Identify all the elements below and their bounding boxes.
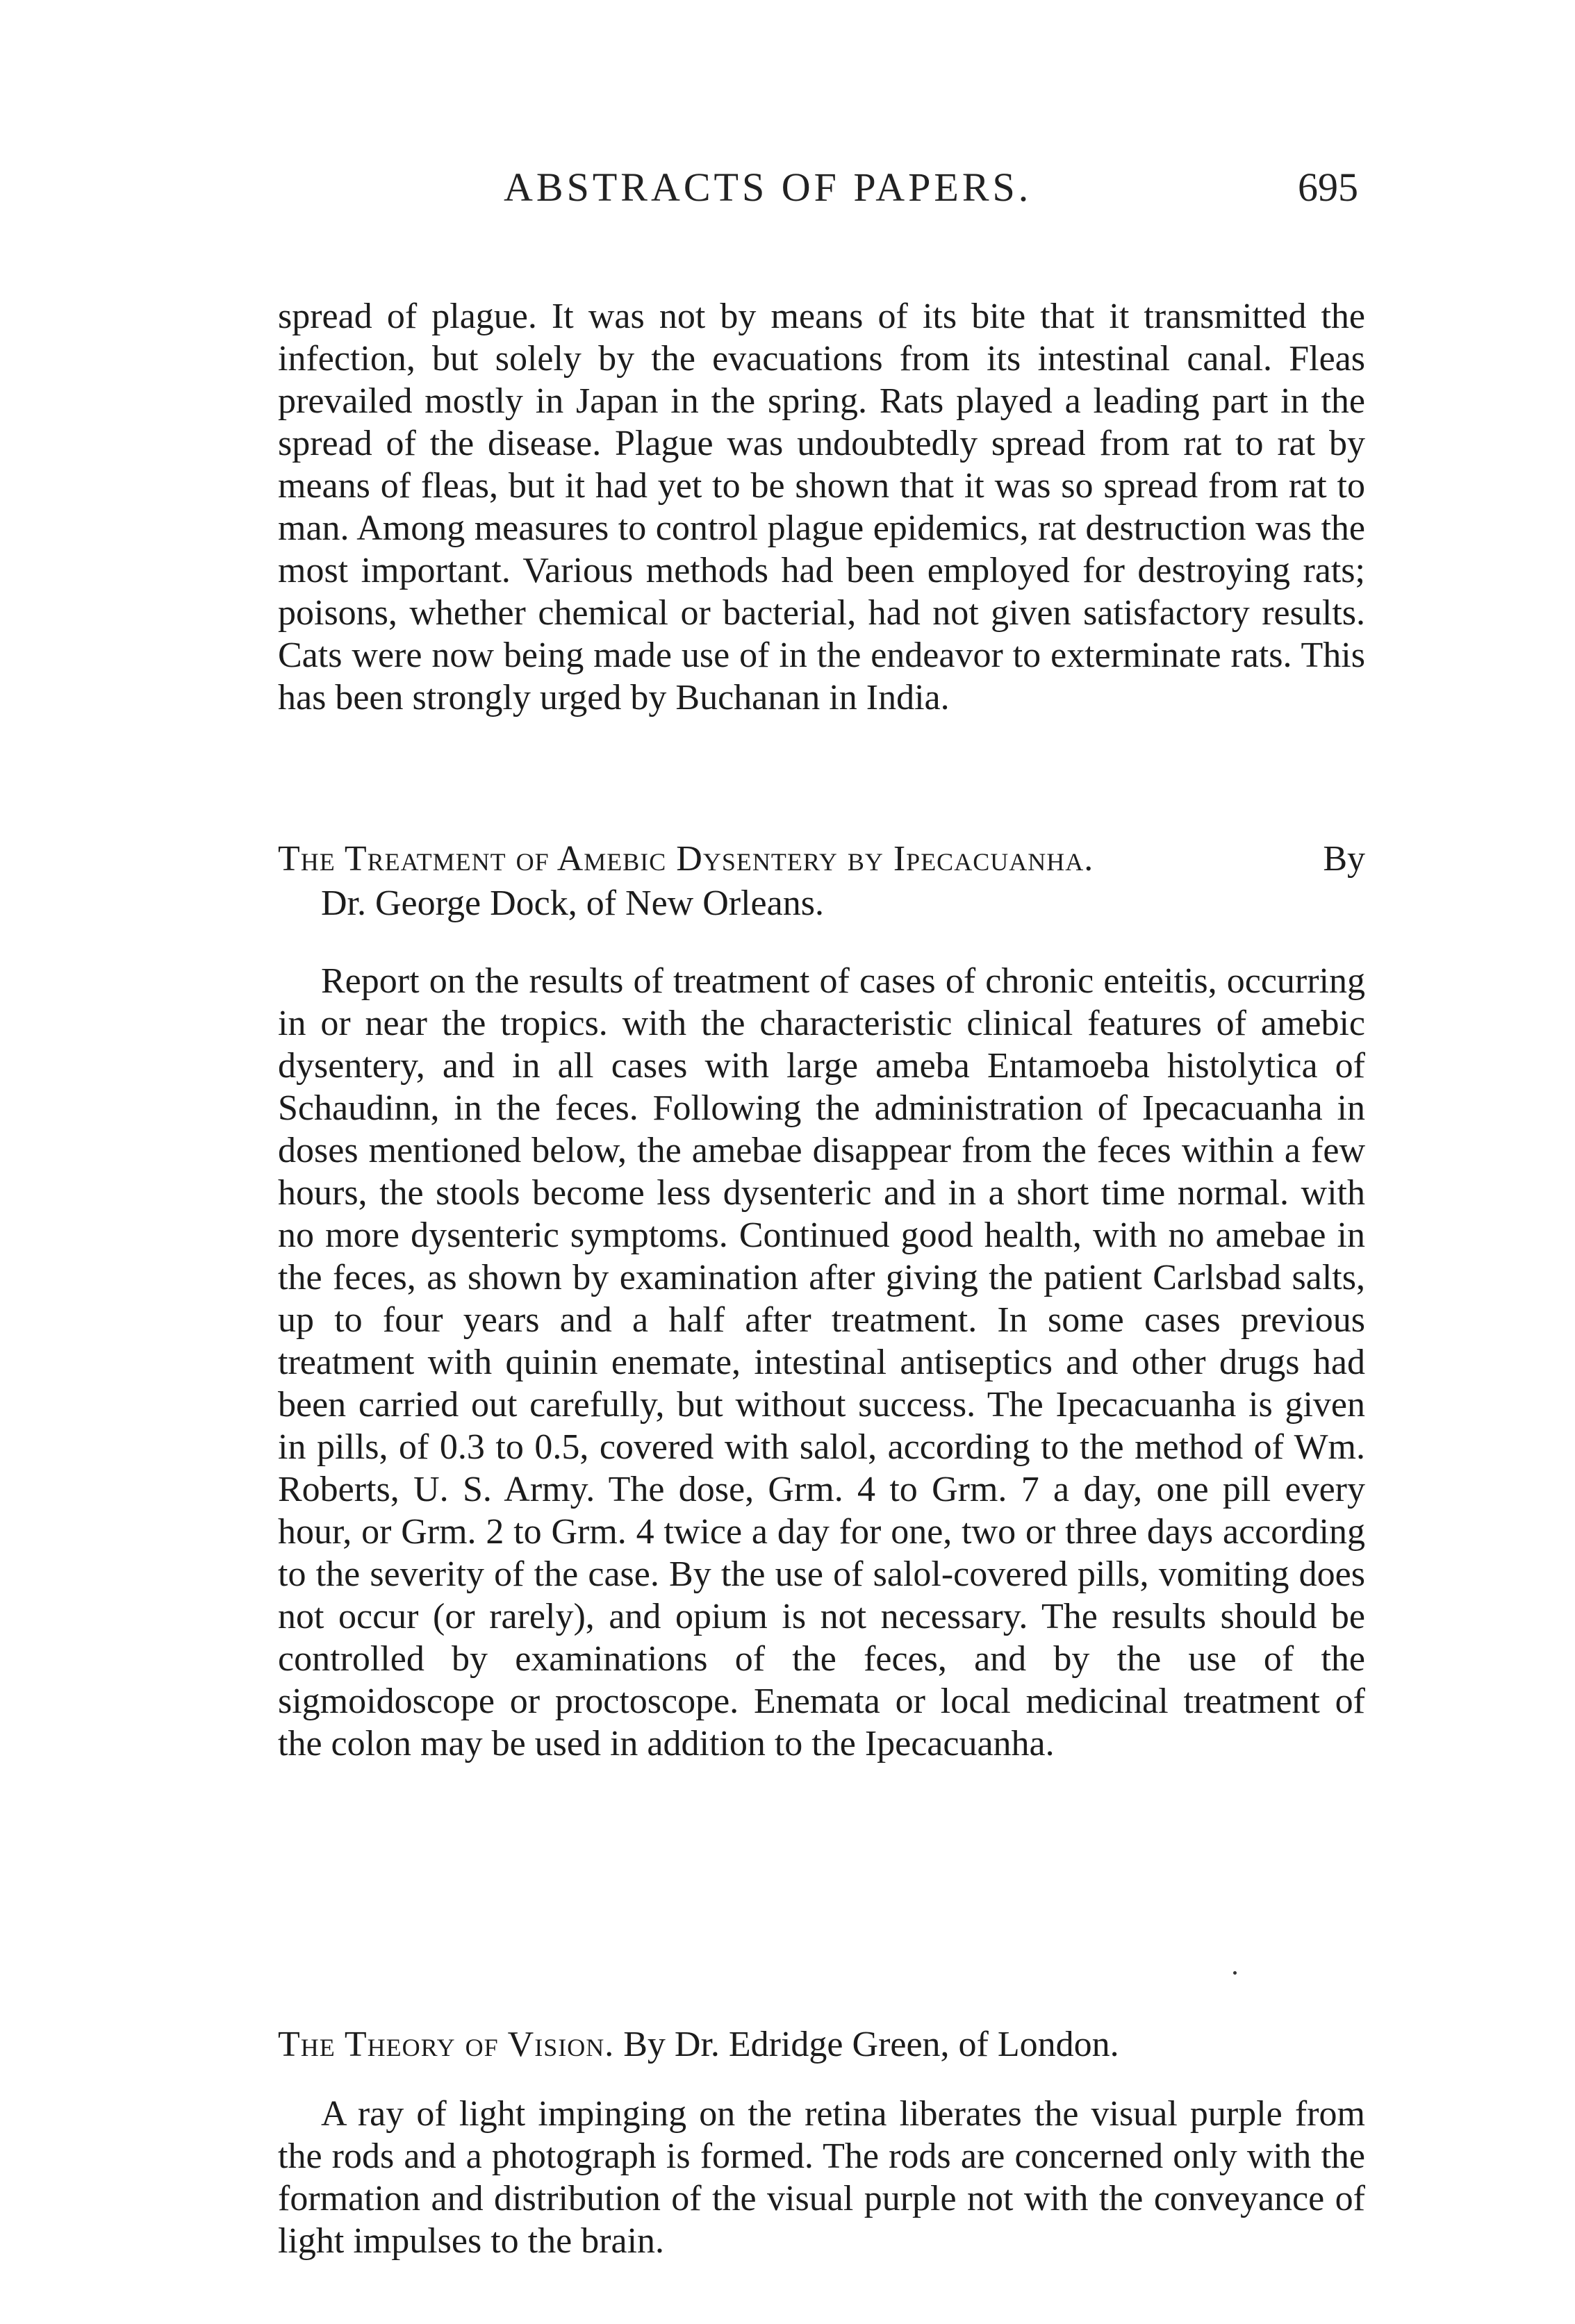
section-heading-amebic-dysentery <box>278 837 1365 926</box>
continued-paragraph-block <box>278 295 1365 719</box>
print-speck <box>1233 1971 1237 1975</box>
section-body-theory-of-vision <box>278 2093 1365 2262</box>
section-paragraph: Report on the results of treatment of cases of chronic enteitis, occurring in or near the tropics. with the characteristic clinical features of amebic dysentery, and in all cases with large ameba Entamoeba histolytica of Schaudinn, in the feces. Following the administration of Ipecacuanha in doses mentioned below, the amebae disappear from the feces within a few hours, the stools become less dysenteric and in a short time normal. with no more dysenteric symptoms. Continued good health, with no amebae in the feces, as shown by examination after giving the patient Carlsbad salts, up to four years and a half after treatment. In some cases previous treatment with quinin enemate, intestinal antiseptics and other drugs had been carried out carefully, but without success. The Ipecacuanha is given in pills, of 0.3 to 0.5, covered with salol, according to the method of Wm. Roberts, U. S. Army. The dose, Grm. 4 to Grm. 7 a day, one pill every hour, or Grm. 2 to Grm. 4 twice a day for one, two or three days according to the severity of the case. By the use of salol-covered pills, vomiting does not occur (or rarely), and opium is not necessary. The results should be controlled by examinations of the feces, and by the use of the sigmoidoscope or proctoscope. Enemata or local medicinal treatment of the colon may be used in addition to the Ipecacuanha. <box>278 961 1365 1763</box>
section-body-amebic-dysentery <box>278 960 1365 1765</box>
section-heading-theory-of-vision <box>278 2023 1365 2067</box>
section-author: By Dr. Edridge Green, of London. <box>623 2025 1119 2064</box>
section-by: By <box>1323 839 1365 879</box>
section-title: The Treatment of Amebic Dysentery by Ipecacuanha. <box>278 839 1094 879</box>
running-title: ABSTRACTS OF PAPERS. <box>504 165 1032 210</box>
section-title: The Theory of Vision. <box>278 2025 615 2064</box>
section-paragraph: A ray of light impinging on the retina liberates the visual purple from the rods and a photograph is formed. The rods are concerned only with the formation and distribution of the visual purple not with the conveyance of light impulses to the brain. <box>278 2094 1365 2261</box>
continued-paragraph: spread of plague. It was not by means of its bite that it transmitted the infection, but solely by the evacuations from its intestinal canal. Fleas prevailed mostly in Japan in the spring. Rats played a leading part in the spread of the disease. Plague was undoubtedly spread from rat to rat by means of fleas, but it had yet to be shown that it was so spread from rat to man. Among measures to control plague epidemics, rat destruction was the most important. Various methods had been employed for destroying rats; poisons, whether chemical or bacterial, had not given satisfactory results. Cats were now being made use of in the endeavor to exterminate rats. This has been strongly urged by Buchanan in India. <box>278 297 1365 717</box>
section-author: Dr. George Dock, of New Orleans. <box>321 883 824 923</box>
page-header <box>278 164 1365 213</box>
page-number: 695 <box>1298 165 1358 210</box>
